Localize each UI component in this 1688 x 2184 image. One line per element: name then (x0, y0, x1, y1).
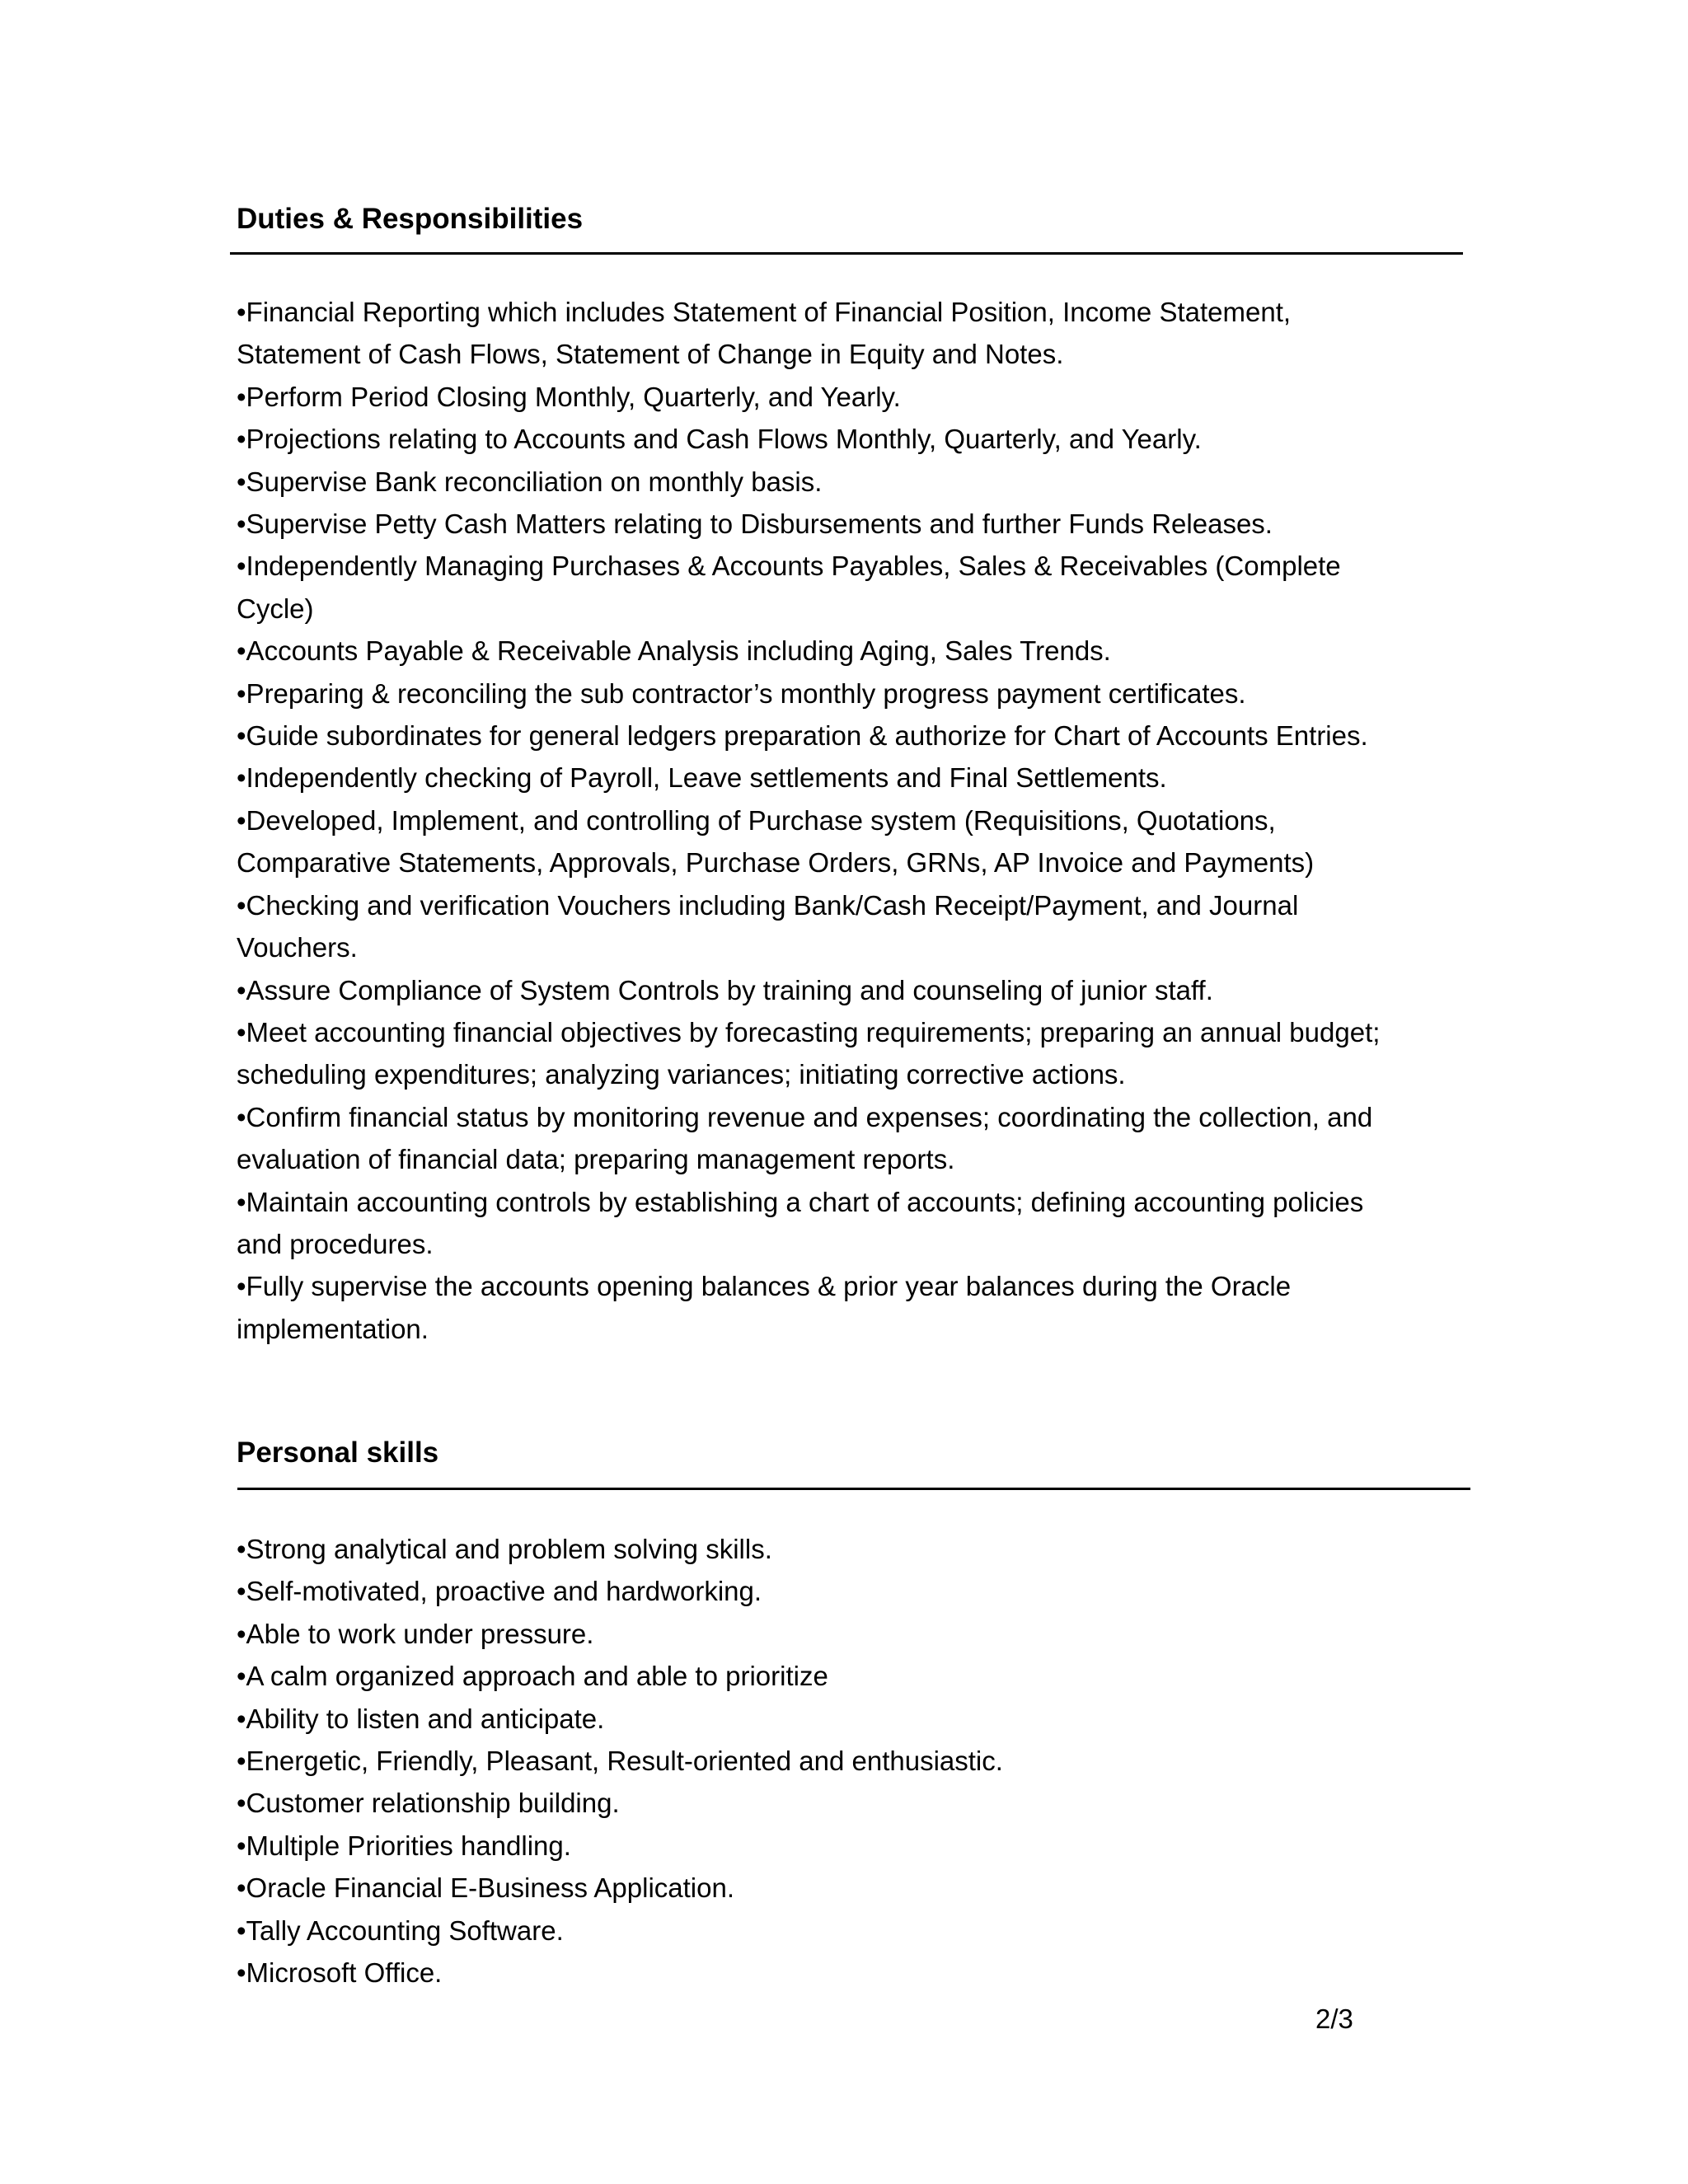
skills-section (235, 1435, 1463, 1994)
duty-item: •Independently Managing Purchases & Accounts Payables, Sales & Receivables (Complete Cycle) (237, 551, 1341, 624)
duty-item: •Guide subordinates for general ledgers preparation & authorize for Chart of Accounts Entries. (237, 720, 1368, 752)
duty-item: •Confirm financial status by monitoring revenue and expenses; coordinating the collection, and evaluation of financial data; preparing management reports. (237, 1101, 1373, 1175)
duty-item: •Perform Period Closing Monthly, Quarterly, and Yearly. (237, 381, 901, 412)
skill-item: •Customer relationship building. (237, 1788, 620, 1819)
duty-item: •Assure Compliance of System Controls by training and counseling of junior staff. (237, 974, 1213, 1005)
duty-item: •Accounts Payable & Receivable Analysis including Aging, Sales Trends. (237, 635, 1111, 667)
duty-item: •Financial Reporting which includes Statement of Financial Position, Income Statement, Statement of Cash Flows, Statement of Change in Equity and Notes. (237, 297, 1292, 370)
duty-item: •Supervise Bank reconciliation on monthly basis. (237, 466, 823, 497)
duty-item: •Projections relating to Accounts and Cash Flows Monthly, Quarterly, and Yearly. (237, 424, 1202, 455)
skill-item: •Strong analytical and problem solving skills. (237, 1534, 772, 1564)
duties-list (235, 291, 1390, 1350)
duty-item: •Meet accounting financial objectives by forecasting requirements; preparing an annual budget; scheduling expenditures; analyzing variances; initiating corrective actions. (237, 1016, 1381, 1090)
skill-item: •Able to work under pressure. (237, 1618, 594, 1649)
skills-heading: Personal skills (237, 1436, 439, 1469)
skill-item: •Tally Accounting Software. (237, 1915, 564, 1946)
skill-item: •Microsoft Office. (237, 1957, 443, 1989)
duty-item: •Developed, Implement, and controlling of Purchase system (Requisitions, Quotations, Comparative Statements, Approvals, Purchase Orders, GRNs, AP Invoice and Payments) (237, 804, 1315, 879)
skill-item: •Multiple Priorities handling. (237, 1830, 571, 1861)
page-number: 2/3 (1315, 2004, 1353, 2034)
skill-item: •Ability to listen and anticipate. (237, 1703, 605, 1734)
duties-section (235, 201, 1463, 1350)
skill-item: •A calm organized approach and able to prioritize (237, 1661, 828, 1692)
skills-list (235, 1528, 1390, 1994)
duty-item: •Maintain accounting controls by establishing a chart of accounts; defining accounting policies and procedures. (237, 1186, 1364, 1259)
duties-heading-rule (230, 252, 1463, 255)
duty-item: •Fully supervise the accounts opening balances & prior year balances during the Oracle implementation. (237, 1271, 1292, 1344)
skills-heading-rule (237, 1488, 1470, 1490)
duties-heading: Duties & Responsibilities (237, 203, 584, 235)
duty-item: •Independently checking of Payroll, Leave settlements and Final Settlements. (237, 762, 1167, 794)
duty-item: •Preparing & reconciling the sub contractor’s monthly progress payment certificates. (237, 677, 1246, 709)
skill-item: •Energetic, Friendly, Pleasant, Result-oriented and enthusiastic. (237, 1746, 1003, 1777)
skill-item: •Oracle Financial E-Business Application. (237, 1872, 735, 1904)
duty-item: •Checking and verification Vouchers including Bank/Cash Receipt/Payment, and Journal Vouchers. (237, 889, 1299, 963)
duty-item: •Supervise Petty Cash Matters relating to Disbursements and further Funds Releases. (237, 509, 1273, 540)
skill-item: •Self-motivated, proactive and hardworking. (237, 1576, 762, 1607)
